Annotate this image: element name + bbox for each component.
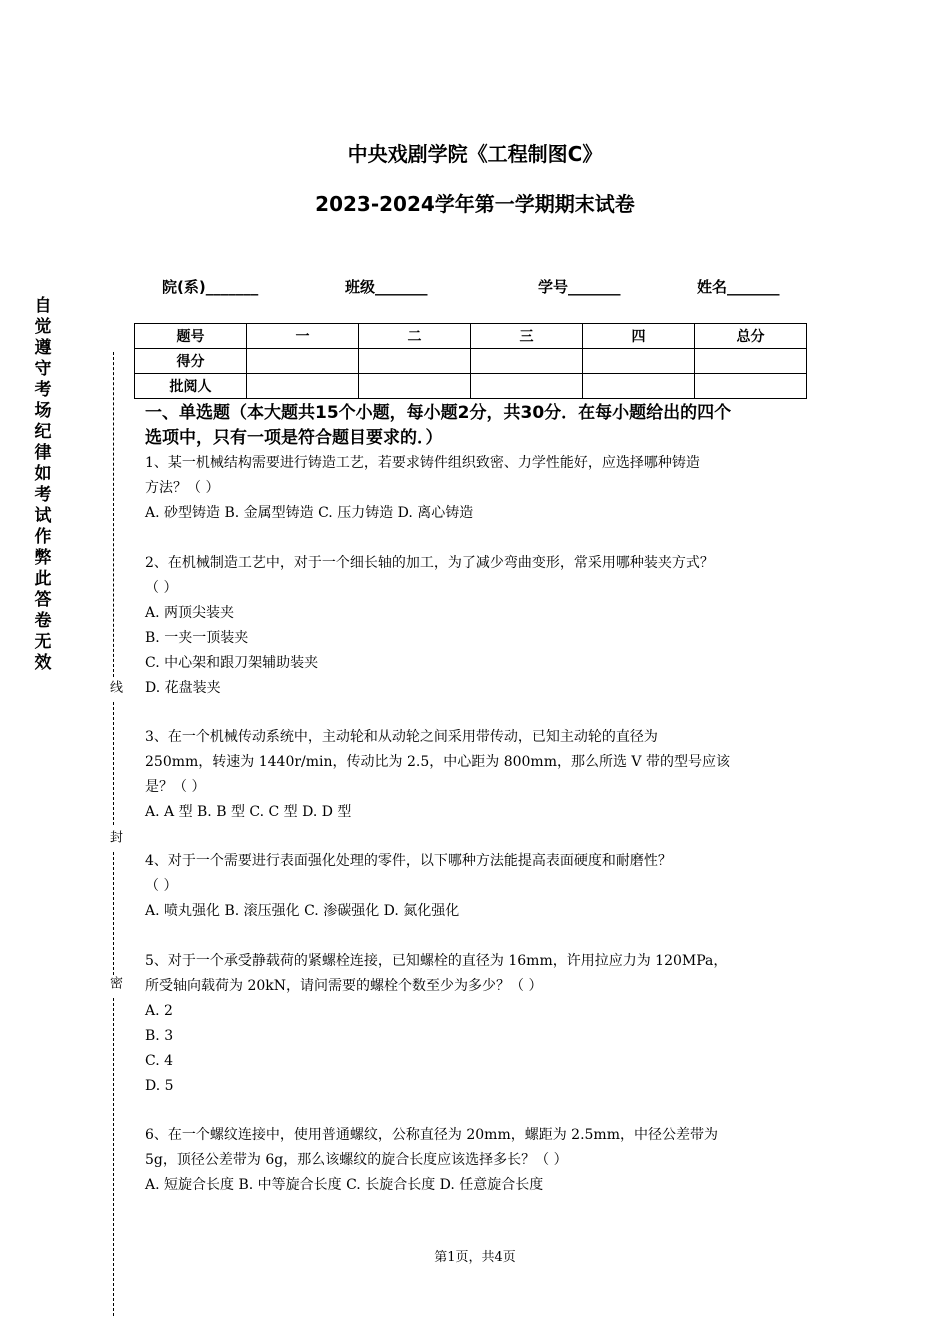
grader-cell: [583, 374, 695, 399]
score-table-header-row: [135, 324, 807, 349]
score-row-label: 得分: [135, 349, 247, 374]
score-cell: [583, 349, 695, 374]
question-options: A. 砂型铸造 B. 金属型铸造 C. 压力铸造 D. 离心铸造: [145, 505, 474, 521]
question-option: A. 两顶尖装夹: [145, 605, 235, 621]
grader-row: [135, 374, 807, 399]
question-4: [145, 849, 830, 924]
seal-line-segment: [113, 852, 114, 975]
question-option: B. 一夹一顶装夹: [145, 630, 249, 646]
question-5: [145, 949, 830, 1099]
dept-field: 院(系)_______: [162, 278, 259, 296]
grader-cell: [471, 374, 583, 399]
student-id-field: 学号_______: [538, 278, 621, 296]
name-field: 姓名_______: [697, 278, 780, 296]
seal-mark-seal: 封: [107, 830, 122, 843]
seal-line-segment: [113, 702, 114, 825]
question-text: 2、在机械制造工艺中，对于一个细长轴的加工，为了减少弯曲变形，常采用哪种装夹方式？: [145, 555, 714, 571]
question-options: A. A 型 B. B 型 C. C 型 D. D 型: [145, 804, 352, 820]
question-options: A. 短旋合长度 B. 中等旋合长度 C. 长旋合长度 D. 任意旋合长度: [145, 1177, 544, 1193]
score-header-cell: 二: [359, 324, 471, 349]
question-option: D. 花盘装夹: [145, 680, 221, 696]
grader-cell: [359, 374, 471, 399]
question-3: [145, 725, 830, 825]
question-text: 是？（ ）: [145, 779, 206, 795]
question-2: [145, 551, 830, 701]
seal-mark-line: 线: [107, 680, 122, 693]
question-text: 4、对于一个需要进行表面强化处理的零件，以下哪种方法能提高表面硬度和耐磨性？: [145, 853, 672, 869]
question-text: 1、某一机械结构需要进行铸造工艺，若要求铸件组织致密、力学性能好，应选择哪种铸造: [145, 455, 700, 471]
score-header-cell: 一: [247, 324, 359, 349]
question-text: 所受轴向载荷为 20kN，请问需要的螺栓个数至少为多少？（ ）: [145, 978, 543, 994]
class-field: 班级_______: [345, 278, 428, 296]
score-header-cell: 三: [471, 324, 583, 349]
score-row: [135, 349, 807, 374]
score-header-cell: 总分: [695, 324, 807, 349]
seal-mark-secret: 密: [107, 976, 122, 989]
seal-line-segment: [113, 352, 114, 677]
grader-cell: [695, 374, 807, 399]
question-text: 方法？（ ）: [145, 480, 220, 496]
question-text: 250mm，转速为 1440r/min，传动比为 2.5，中心距为 800mm，那么所选 V 带的型号应该: [145, 754, 730, 770]
question-options: A. 喷丸强化 B. 滚压强化 C. 渗碳强化 D. 氮化强化: [145, 903, 460, 919]
question-option: B. 3: [145, 1028, 174, 1044]
grader-cell: [247, 374, 359, 399]
score-header-cell: 四: [583, 324, 695, 349]
question-text: 3、在一个机械传动系统中，主动轮和从动轮之间采用带传动，已知主动轮的直径为: [145, 729, 658, 745]
score-cell: [247, 349, 359, 374]
question-6: [145, 1123, 830, 1198]
question-text: 6、在一个螺纹连接中，使用普通螺纹，公称直径为 20mm，螺距为 2.5mm，中径公差带为: [145, 1127, 718, 1143]
section-heading-line: 选项中，只有一项是符合题目要求的．）: [145, 428, 443, 448]
page-number: 第1页，共4页: [434, 1250, 516, 1265]
question-text: 5g，顶径公差带为 6g，那么该螺纹的旋合长度应该选择多长？（ ）: [145, 1152, 568, 1168]
exam-subtitle: 2023-2024学年第一学期期末试卷: [315, 192, 635, 216]
question-option: C. 中心架和跟刀架辅助装夹: [145, 655, 319, 671]
question-text: （ ）: [145, 580, 178, 596]
grader-row-label: 批阅人: [135, 374, 247, 399]
seal-line-segment: [113, 998, 114, 1316]
question-text: 5、对于一个承受静载荷的紧螺栓连接，已知螺栓的直径为 16mm，许用拉应力为 120MPa，: [145, 953, 728, 969]
score-cell: [359, 349, 471, 374]
question-option: A. 2: [145, 1003, 173, 1019]
score-header-cell: 题号: [135, 324, 247, 349]
score-cell: [471, 349, 583, 374]
score-cell: [695, 349, 807, 374]
question-option: D. 5: [145, 1078, 174, 1094]
exam-discipline-note: 自觉遵守考场纪律如考试作弊此答卷无效: [34, 296, 52, 673]
question-option: C. 4: [145, 1053, 174, 1069]
section-heading: [145, 401, 825, 451]
section-heading-line: 一、单选题（本大题共15个小题，每小题2分，共30分．在每小题给出的四个: [145, 403, 732, 423]
question-1: [145, 451, 830, 526]
score-table: [134, 323, 807, 399]
exam-title: 中央戏剧学院《工程制图C》: [347, 142, 603, 166]
question-text: （ ）: [145, 878, 178, 894]
